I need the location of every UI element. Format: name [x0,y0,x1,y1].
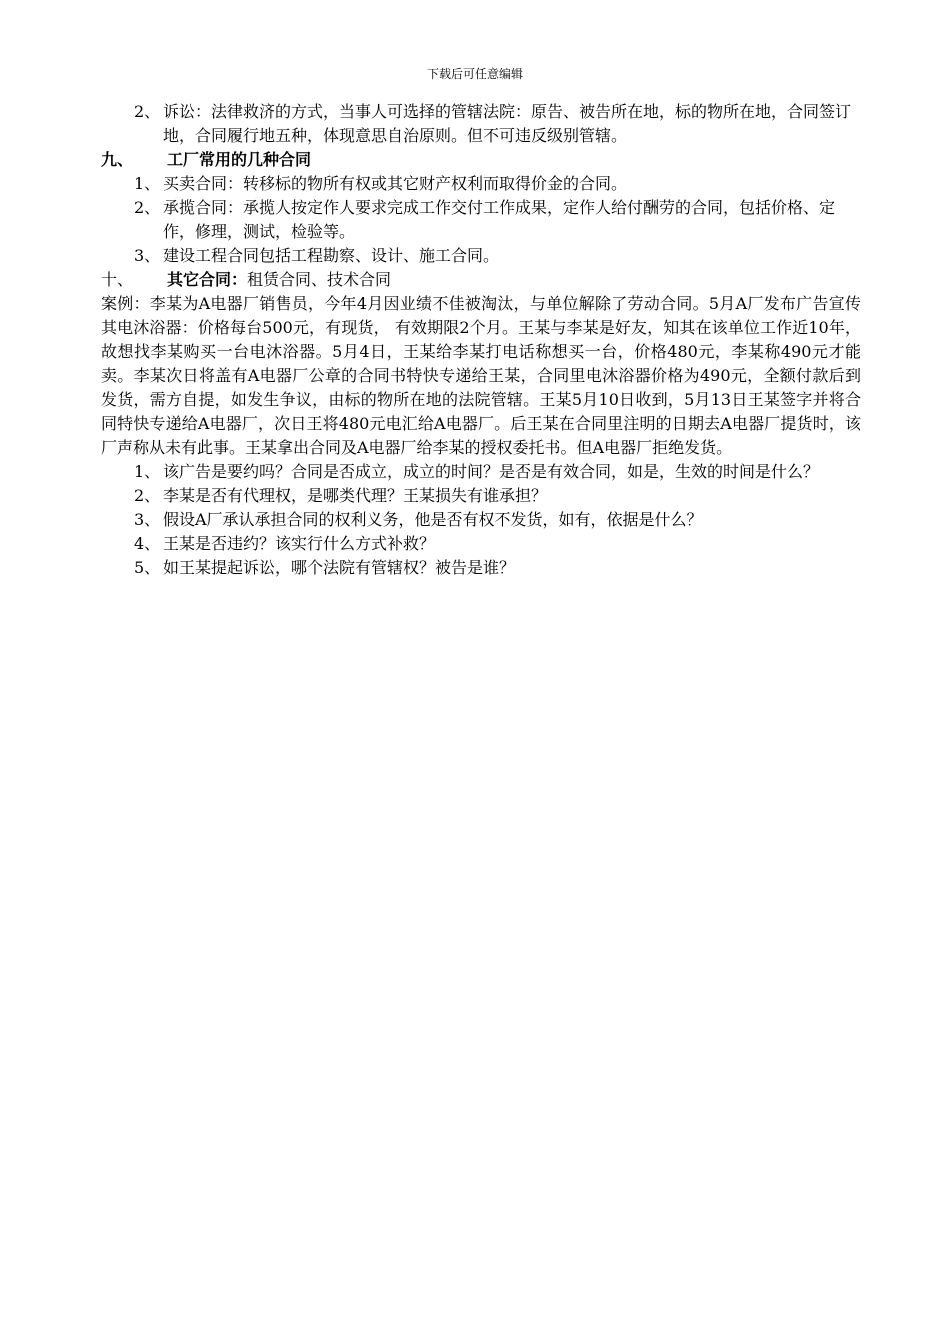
item-number: 3、 [134,510,161,529]
section-number: 九、 [101,150,134,169]
question-item [101,556,861,580]
document-body [101,100,861,580]
list-item-litigation [101,100,861,148]
section-number: 十、 [101,270,134,289]
item-number: 1、 [134,174,161,193]
question-item [101,460,861,484]
list-item [101,196,861,244]
section-heading-9 [101,148,861,172]
question-item [101,484,861,508]
item-number: 5、 [134,558,161,577]
section-title: 其它合同： [167,270,248,289]
item-number: 2、 [134,486,161,505]
item-number: 2、 [134,198,161,217]
item-text: 买卖合同：转移标的物所有权或其它财产权利而取得价金的合同。 [163,174,628,193]
item-text: 王某是否违约？该实行什么方式补救？ [163,534,436,553]
item-text: 如王某提起诉讼，哪个法院有管辖权？被告是谁？ [163,558,516,577]
item-number: 1、 [134,462,161,481]
question-item [101,508,861,532]
item-text: 该广告是要约吗？合同是否成立，成立的时间？是否是有效合同，如是，生效的时间是什么？ [163,462,820,481]
list-item [101,172,861,196]
case-paragraph: 案例：李某为A电器厂销售员，今年4月因业绩不佳被淘汰，与单位解除了劳动合同。5月A厂发布广告宣传其电沐浴器：价格每台500元，有现货， 有效期限2个月。王某与李某是好友，知其在该单位工作近10年，故想找李某购买一台电沐浴器。5月4日，王某给李某打电话称想买一台，价格480元，李某称490元才能卖。李某次日将盖有A电器厂公章的合同书特快专递给王某，合同里电沐浴器价格为490元，全额付款后到发货，需方自提，如发生争议，由标的物所在地的法院管辖。王某5月10日收到，5月13日王某签字并将合同特快专递给A电器厂，次日王将480元电汇给A电器厂。后王某在合同里注明的日期去A电器厂提货时，该厂声称从未有此事。王某拿出合同及A电器厂给李某的授权委托书。但A电器厂拒绝发货。 [101,294,861,457]
section-title: 工厂常用的几种合同 [167,150,312,169]
question-item [101,532,861,556]
item-text: 诉讼：法律救济的方式，当事人可选择的管辖法院：原告、被告所在地，标的物所在地，合同签订地，合同履行地五种，体现意思自治原则。但不可违反级别管辖。 [163,102,852,145]
item-number: 2、 [134,102,161,121]
item-number: 4、 [134,534,161,553]
section-heading-10 [101,268,861,292]
item-text: 假设A厂承认承担合同的权利义务，他是否有权不发货，如有，依据是什么？ [163,510,703,529]
item-text: 建设工程合同包括工程勘察、设计、施工合同。 [163,246,500,265]
item-number: 3、 [134,246,161,265]
section-title-rest: 租赁合同、技术合同 [247,270,392,289]
page-header: 下载后可任意编辑 [426,67,523,81]
list-item [101,244,861,268]
item-text: 李某是否有代理权，是哪类代理？王某损失有谁承担？ [163,486,548,505]
item-text: 承揽合同：承揽人按定作人要求完成工作交付工作成果，定作人给付酬劳的合同，包括价格、定作，修理，测试，检验等。 [163,198,836,241]
